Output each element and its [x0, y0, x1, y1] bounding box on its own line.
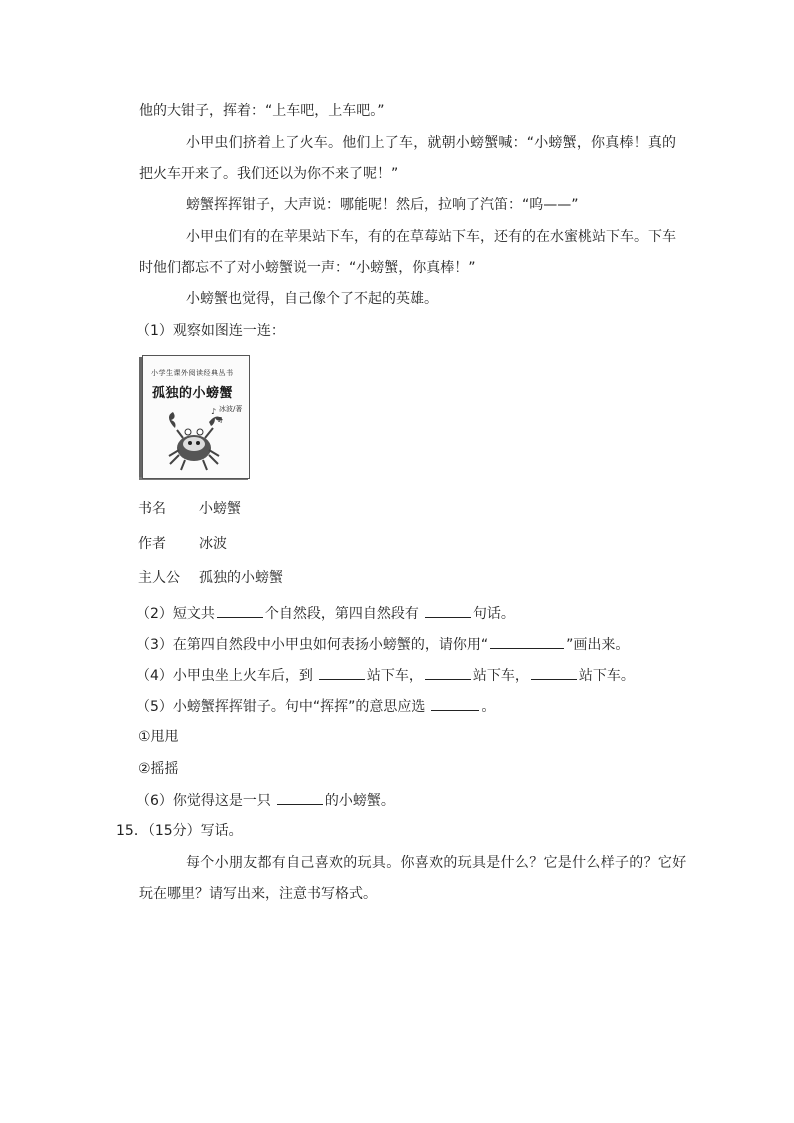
question-2-text-a: （2）短文共	[136, 606, 215, 622]
question-15-header: 15．（15分）写话。	[116, 823, 243, 839]
question-3-text-b: ”画出来。	[566, 637, 630, 653]
question-5	[136, 696, 495, 717]
story-line: 时他们都忘不了对小螃蟹说一声：“小螃蟹，你真棒！”	[139, 260, 476, 276]
question-6	[136, 790, 395, 811]
book-cover	[142, 355, 250, 479]
book-title: 孤独的小螃蟹	[152, 386, 234, 401]
question-5-text-a: （5）小螃蟹挥挥钳子。句中“挥挥”的意思应选	[136, 699, 426, 715]
question-2-text-c: 句话。	[472, 606, 515, 622]
svg-text:♫: ♫	[217, 416, 224, 424]
question-4-text-d: 站下车。	[578, 668, 635, 684]
story-line: 小甲虫们挤着上了火车。他们上了车，就朝小螃蟹喊：“小螃蟹，你真棒！真的	[186, 135, 677, 151]
match-right-2: 冰波	[199, 536, 227, 552]
question-3-text-a: （3）在第四自然段中小甲虫如何表扬小螃蟹的，请你用“	[136, 637, 489, 653]
question-4-text-a: （4）小甲虫坐上火车后，到	[136, 668, 313, 684]
story-line: 小甲虫们有的在苹果站下车，有的在草莓站下车，还有的在水蜜桃站下车。下车	[186, 229, 676, 245]
question-4	[136, 665, 635, 686]
answer-blank[interactable]	[277, 790, 323, 805]
option-2: ②摇摇	[138, 761, 179, 777]
answer-blank[interactable]	[431, 696, 479, 711]
question-3	[136, 634, 629, 655]
match-right-1: 小螃蟹	[199, 501, 241, 517]
answer-blank[interactable]	[425, 665, 471, 680]
crab-illustration	[143, 408, 249, 478]
book-author: 冰波/著	[219, 405, 243, 413]
story-line: 把火车开来了。我们还以为你不来了呢！”	[139, 166, 399, 182]
story-line: 小螃蟹也觉得，自己像个了不起的英雄。	[186, 291, 438, 307]
question-2-text-b: 个自然段，第四自然段有	[264, 606, 419, 622]
question-6-text-b: 的小螃蟹。	[324, 793, 395, 809]
book-cover-image	[139, 353, 251, 481]
question-15-line: 玩在哪里？请写出来，注意书写格式。	[139, 886, 377, 902]
answer-blank[interactable]	[319, 665, 365, 680]
story-line: 他的大钳子，挥着：“上车吧，上车吧。”	[139, 103, 385, 119]
question-4-text-b: 站下车，	[366, 668, 423, 684]
option-1: ①甩甩	[138, 729, 179, 745]
book-series: 小学生课外阅读经典丛书	[151, 369, 234, 377]
answer-blank[interactable]	[425, 603, 471, 618]
crab-left-claw	[169, 412, 176, 428]
match-right-3: 孤独的小螃蟹	[199, 570, 283, 586]
question-5-text-b: 。	[481, 699, 496, 715]
question-4-text-c: 站下车，	[472, 668, 529, 684]
answer-blank[interactable]	[531, 665, 577, 680]
match-left-2: 作者	[138, 536, 166, 552]
question-6-text-a: （6）你觉得这是一只	[136, 793, 271, 809]
answer-blank[interactable]	[217, 603, 263, 618]
match-left-3: 主人公	[138, 570, 180, 586]
underline-symbol	[490, 634, 564, 649]
question-2	[136, 603, 515, 624]
question-15-line: 每个小朋友都有自己喜欢的玩具。你喜欢的玩具是什么？它是什么样子的？它好	[186, 855, 687, 871]
svg-text:♪: ♪	[211, 408, 217, 416]
question-1-prompt: （1）观察如图连一连：	[136, 323, 285, 339]
story-line: 螃蟹挥挥钳子，大声说：哪能呢！然后，拉响了汽笛：“呜——”	[186, 197, 579, 213]
match-left-1: 书名	[138, 501, 166, 517]
